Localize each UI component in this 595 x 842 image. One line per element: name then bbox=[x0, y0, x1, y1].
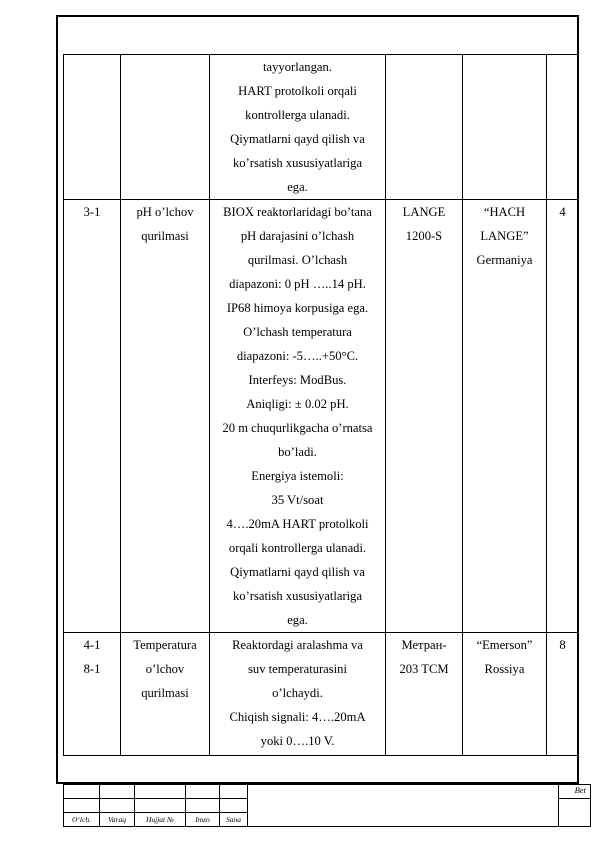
title-block-cell bbox=[135, 785, 186, 799]
cell-text-line: Aniqligi: ± 0.02 pH. bbox=[246, 397, 349, 411]
cell-text-line: O’lchash temperatura bbox=[243, 325, 352, 339]
measure-label: O‘lch. bbox=[64, 813, 100, 827]
title-block-cell bbox=[220, 785, 248, 799]
cell-text-line: diapazoni: 0 pH …..14 pH. bbox=[229, 277, 366, 291]
document-number-label: Hujjat № bbox=[135, 813, 186, 827]
title-block-cell bbox=[186, 799, 220, 813]
position-cell bbox=[64, 633, 121, 756]
cell-text-line: 4-1 bbox=[83, 638, 101, 652]
cell-text-line: diapazoni: -5…..+50°C. bbox=[236, 349, 359, 363]
title-block-cell bbox=[220, 799, 248, 813]
position-cell bbox=[64, 55, 121, 200]
cell-text-line: 20 m chuqurlikgacha o’rnatsa bbox=[222, 421, 373, 435]
quantity-cell bbox=[547, 200, 579, 633]
cell-text-line: 4 bbox=[559, 205, 566, 219]
date-label: Sana bbox=[220, 813, 248, 827]
title-block-cell bbox=[64, 785, 100, 799]
cell-text-line: 4….20mA HART protolkoli bbox=[226, 517, 369, 531]
cell-text-line: bo’ladi. bbox=[278, 445, 317, 459]
name-cell bbox=[121, 200, 210, 633]
sheet-label-col: Varaq bbox=[100, 813, 135, 827]
title-block bbox=[63, 784, 591, 827]
cell-text-line: pH darajasini o’lchash bbox=[240, 229, 355, 243]
cell-text-line: IP68 himoya korpusiga ega. bbox=[226, 301, 369, 315]
document-title-cell bbox=[248, 785, 559, 827]
position-cell bbox=[64, 200, 121, 633]
cell-text-line: Energiya istemoli: bbox=[251, 469, 344, 483]
cell-text-line: Qiymatlarni qayd qilish va bbox=[230, 565, 365, 579]
cell-text-line: o’lchov bbox=[145, 662, 185, 676]
cell-text-line: 1200-S bbox=[405, 229, 443, 243]
cell-text-line: pH o’lchov bbox=[136, 205, 194, 219]
cell-text-line: ega. bbox=[287, 613, 308, 627]
description-cell bbox=[210, 633, 386, 756]
signature-label: Imzo bbox=[186, 813, 220, 827]
cell-text-line: ko’rsatish xususiyatlariga bbox=[232, 156, 363, 170]
cell-text-line: 35 Vt/soat bbox=[271, 493, 324, 507]
cell-text-line: Метран- bbox=[401, 638, 447, 652]
cell-text-line: 8-1 bbox=[83, 662, 101, 676]
cell-text-line: ko’rsatish xususiyatlariga bbox=[232, 589, 363, 603]
cell-text-line: orqali kontrollerga ulanadi. bbox=[228, 541, 367, 555]
cell-text-line: LANGE” bbox=[480, 229, 529, 243]
quantity-cell bbox=[547, 633, 579, 756]
cell-text-line: yoki 0….10 V. bbox=[260, 734, 335, 748]
model-cell bbox=[386, 55, 463, 200]
cell-text-line: ega. bbox=[287, 180, 308, 194]
name-cell bbox=[121, 633, 210, 756]
cell-text-line: BIOX reaktorlaridagi bo’tana bbox=[223, 205, 372, 219]
description-cell bbox=[210, 55, 386, 200]
cell-text-line: kontrollerga ulanadi. bbox=[245, 108, 350, 122]
cell-text-line: o’lchaydi. bbox=[272, 686, 323, 700]
table-row bbox=[64, 55, 579, 200]
name-cell bbox=[121, 55, 210, 200]
cell-text-line: qurilmasi bbox=[141, 229, 189, 243]
title-block-cell bbox=[135, 799, 186, 813]
cell-text-line: tayyorlangan. bbox=[263, 60, 332, 74]
cell-text-line: 203 TCM bbox=[399, 662, 449, 676]
cell-text-line: qurilmasi. O’lchash bbox=[247, 253, 348, 267]
sheet-number-cell bbox=[559, 799, 591, 827]
manufacturer-cell bbox=[463, 633, 547, 756]
cell-text-line: Reaktordagi aralashma va bbox=[232, 638, 363, 652]
cell-text-line: Germaniya bbox=[476, 253, 533, 267]
quantity-cell bbox=[547, 55, 579, 200]
cell-text-line: LANGE bbox=[402, 205, 446, 219]
manufacturer-cell bbox=[463, 55, 547, 200]
equipment-table bbox=[63, 54, 579, 756]
cell-text-line: suv temperaturasini bbox=[248, 662, 347, 676]
title-block-cell bbox=[186, 785, 220, 799]
manufacturer-cell bbox=[463, 200, 547, 633]
model-cell bbox=[386, 633, 463, 756]
cell-text-line: 3-1 bbox=[83, 205, 101, 219]
title-block-cell bbox=[64, 799, 100, 813]
cell-text-line: HART protolkoli orqali bbox=[238, 84, 357, 98]
cell-text-line: qurilmasi bbox=[141, 686, 189, 700]
description-cell bbox=[210, 200, 386, 633]
title-block-cell bbox=[100, 785, 135, 799]
cell-text-line: “HACH bbox=[483, 205, 526, 219]
model-cell bbox=[386, 200, 463, 633]
cell-text-line: 8 bbox=[559, 638, 566, 652]
cell-text-line: Rossiya bbox=[484, 662, 525, 676]
title-block-cell bbox=[100, 799, 135, 813]
table-row bbox=[64, 633, 579, 756]
cell-text-line: Chiqish signali: 4….20mA bbox=[229, 710, 366, 724]
sheet-label: Bet bbox=[559, 785, 591, 799]
table-row bbox=[64, 200, 579, 633]
cell-text-line: Interfeys: ModBus. bbox=[248, 373, 347, 387]
cell-text-line: “Emerson” bbox=[476, 638, 533, 652]
cell-text-line: Qiymatlarni qayd qilish va bbox=[230, 132, 365, 146]
cell-text-line: Temperatura bbox=[133, 638, 197, 652]
